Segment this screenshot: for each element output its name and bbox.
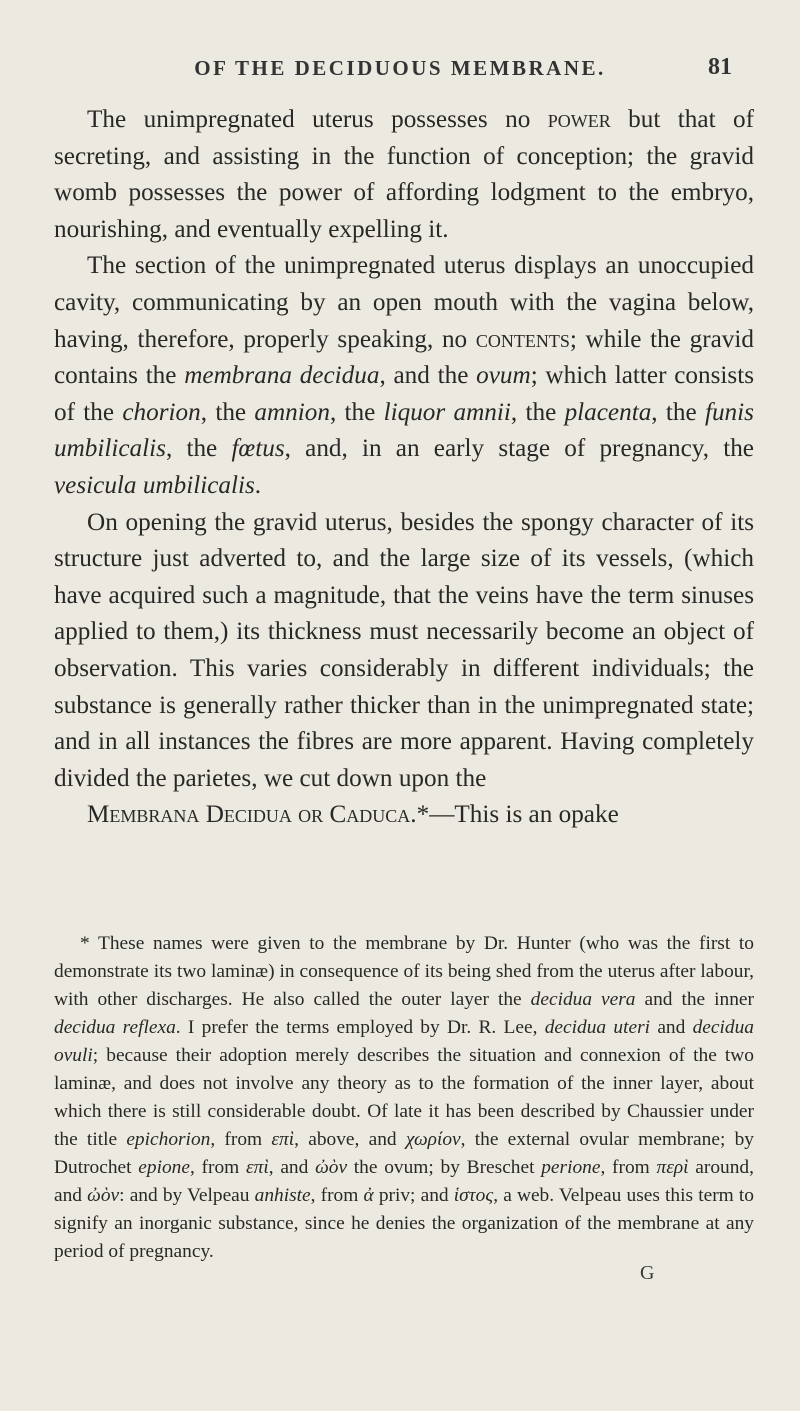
text-run: ; because their adoption merely describes the situation and connexion of the two laminæ, and does not involve any theory as to the formation of the inner layer, about which there is still considerable doubt. Of late it has been described by Chaussier under the title xyxy=(54,1045,754,1150)
italic-run: ἀ xyxy=(363,1185,374,1206)
text-run: , and, in an early stage of pregnancy, the xyxy=(284,435,754,463)
running-head xyxy=(60,56,740,86)
italic-run: liquor amnii xyxy=(383,398,511,426)
text-run: , from xyxy=(189,1157,246,1178)
footnote-text xyxy=(54,930,754,1266)
text-run: , the xyxy=(165,435,232,463)
text-run: ; which latter consists of the xyxy=(54,362,754,426)
text-run: , the xyxy=(329,398,384,426)
italic-run: membrana decidua xyxy=(184,362,380,390)
italic-run: ὠὸν xyxy=(87,1185,120,1206)
text-run: , from xyxy=(310,1185,364,1206)
text-run: , a web. Velpeau uses this term to signify an inorganic substance, since he denies the organization of the membrane at any period of pregnancy. xyxy=(54,1185,754,1262)
italic-run: epione xyxy=(138,1157,190,1178)
text-run: , the xyxy=(510,398,565,426)
footnote xyxy=(54,930,754,1266)
text-run: , the xyxy=(200,398,255,426)
italic-run: επὶ xyxy=(245,1157,269,1178)
text-run: , the xyxy=(651,398,705,426)
small-caps-run: power xyxy=(547,106,611,133)
italic-run: anhiste xyxy=(254,1185,311,1206)
text-run: priv; and xyxy=(373,1185,454,1206)
text-run: The section of the unimpregnated uterus displays an unoccupied cavity, communicating by an open mouth with the vagina below, having, therefore, properly speaking, no xyxy=(54,252,754,353)
text-run: the ovum; by Breschet xyxy=(347,1157,542,1178)
text-run: *—This is an opake xyxy=(416,801,619,829)
text-run: . I prefer the terms employed by Dr. R. Lee, xyxy=(175,1017,545,1038)
paragraph-1 xyxy=(54,102,754,248)
text-run: ; while the gravid contains the xyxy=(54,325,754,390)
italic-run: vesicula umbilicalis xyxy=(54,471,255,499)
italic-run: chorion xyxy=(122,398,201,426)
paragraph-2 xyxy=(54,248,754,504)
text-run: and the inner xyxy=(635,989,754,1010)
text-run: , and xyxy=(268,1157,316,1178)
italic-run: χωρίον xyxy=(405,1129,461,1150)
paragraph-3: On opening the gravid uterus, besides the spongy character of its structure just adverted to, and the large size of its vessels, (which have acquired such a magnitude, that the veins have the term sinuses applied to them,) its thickness must necessarily become an object of observation. This varies considerably in different individuals; the substance is generally rather thicker than in the unimpregnated state; and in all instances the fibres are more apparent. Having completely divided the parietes, we cut down upon the xyxy=(54,508,754,792)
body-text xyxy=(54,102,754,834)
text-run: , above, and xyxy=(294,1129,406,1150)
text-run: but that of secreting, and assisting in the function of conception; the gravid womb possesses the power of affording lodgment to the embryo, nourishing, and eventually expelling it. xyxy=(54,106,754,243)
text-run: , from xyxy=(600,1157,657,1178)
text-run: , and the xyxy=(379,362,477,390)
italic-run: decidua ovuli xyxy=(54,1017,754,1066)
italic-run: decidua vera xyxy=(530,989,636,1010)
italic-run: epichorion xyxy=(126,1129,211,1150)
italic-run: περὶ xyxy=(656,1157,689,1178)
signature-mark: G xyxy=(640,1262,655,1284)
text-run: and xyxy=(650,1017,693,1038)
italic-run: amnion xyxy=(254,398,330,426)
section-heading: Membrana Decidua or Caduca. xyxy=(87,801,417,829)
text-run: : and by Velpeau xyxy=(119,1185,255,1206)
italic-run: ἱστος xyxy=(453,1185,494,1206)
text-run: The unimpregnated uterus possesses no xyxy=(87,106,548,133)
text-run: , the external ovular membrane; by Dutrochet xyxy=(54,1129,754,1178)
text-run: around, and xyxy=(54,1157,754,1206)
italic-run: decidua uteri xyxy=(544,1017,651,1038)
text-run: . xyxy=(254,471,262,499)
text-run: , from xyxy=(210,1129,272,1150)
page-number: 81 xyxy=(708,54,732,80)
italic-run: placenta xyxy=(564,398,652,426)
italic-run: ovum xyxy=(476,362,531,390)
text-run: * These names were given to the membrane by Dr. Hunter (who was the first to demonstrate its two laminæ) in consequence of its being shed from the uterus after labour, with other discharges. He also called the outer layer the xyxy=(54,933,754,1010)
italic-run: ὠὸν xyxy=(315,1157,348,1178)
paragraph-4 xyxy=(54,797,754,834)
italic-run: funis umbilicalis xyxy=(54,398,754,463)
italic-run: επὶ xyxy=(271,1129,295,1150)
italic-run: perione xyxy=(541,1157,601,1178)
italic-run: fœtus xyxy=(231,435,285,463)
running-title: OF THE DECIDUOUS MEMBRANE. xyxy=(194,56,606,80)
small-caps-run: contents xyxy=(475,325,570,353)
italic-run: decidua reflexa xyxy=(54,1017,176,1038)
